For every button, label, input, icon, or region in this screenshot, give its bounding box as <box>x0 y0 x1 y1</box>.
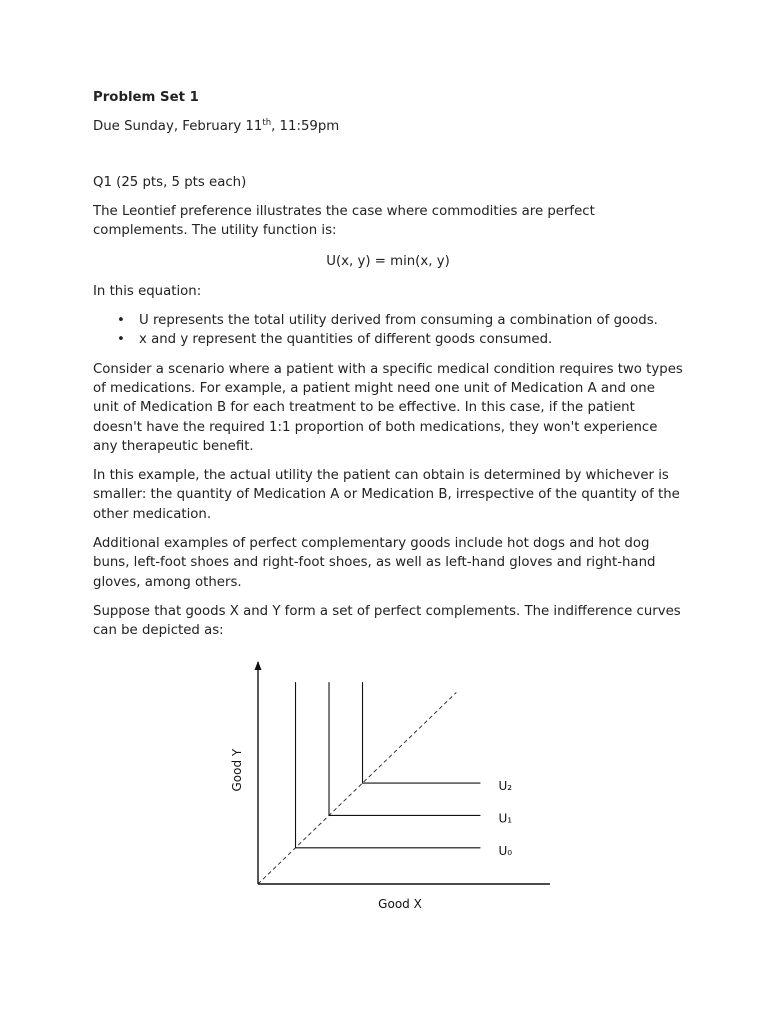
definition-list <box>93 311 683 350</box>
expansion-path-diagonal <box>258 692 456 884</box>
scenario-paragraph: Consider a scenario where a patient with a specific medical condition requires two types of medications. For example, a patient might need one unit of Medication A and one unit of Medication B for each treatment to be effective. In this case, if the patient doesn't have the required 1:1 proportion of both medications, they won't experience any therapeutic benefit. <box>93 361 683 454</box>
question-heading: Q1 (25 pts, 5 pts each) <box>93 174 247 190</box>
equation-lead-in: In this equation: <box>93 283 202 299</box>
curve-label-1: U₁ <box>498 811 513 826</box>
document-page <box>93 88 683 651</box>
additional-examples-paragraph: Additional examples of perfect complementary goods include hot dogs and hot dog buns, left-foot shoes and right-foot shoes, as well as left-hand gloves and right-hand gloves, among others. <box>93 536 656 590</box>
example-paragraph: In this example, the actual utility the patient can obtain is determined by whichever is smaller: the quantity of Medication A or Medication B, irrespective of the quantity of the other medication. <box>93 468 680 522</box>
list-item-text: U represents the total utility derived from consuming a combination of goods. <box>139 313 658 329</box>
bullet-icon: • <box>117 313 125 329</box>
due-date-prefix: Due Sunday, February 11 <box>93 119 263 135</box>
y-axis-label: Good Y <box>230 748 244 792</box>
utility-equation: U(x, y) = min(x, y) <box>326 254 450 270</box>
indifference-curves-lead-in: Suppose that goods X and Y form a set of perfect complements. The indifference curves can be depicted as: <box>93 603 681 639</box>
indifference-curve-1 <box>329 682 480 815</box>
x-axis-label: Good X <box>378 897 422 911</box>
document-title: Problem Set 1 <box>93 90 199 105</box>
due-date-suffix: , 11:59pm <box>271 119 340 135</box>
due-date <box>93 117 683 136</box>
bullet-icon: • <box>117 332 125 348</box>
intro-paragraph: The Leontief preference illustrates the case where commodities are perfect complements. The utility function is: <box>93 203 595 239</box>
indifference-curve-2 <box>363 682 481 783</box>
list-item-text: x and y represent the quantities of different goods consumed. <box>139 332 553 348</box>
indifference-curve-0 <box>296 682 481 848</box>
indifference-curve-chart <box>220 640 550 920</box>
curve-label-2: U₂ <box>498 779 513 794</box>
due-date-superscript: th <box>262 118 272 129</box>
list-item <box>117 311 683 330</box>
list-item <box>117 330 683 349</box>
curve-label-0: U₀ <box>498 843 513 858</box>
